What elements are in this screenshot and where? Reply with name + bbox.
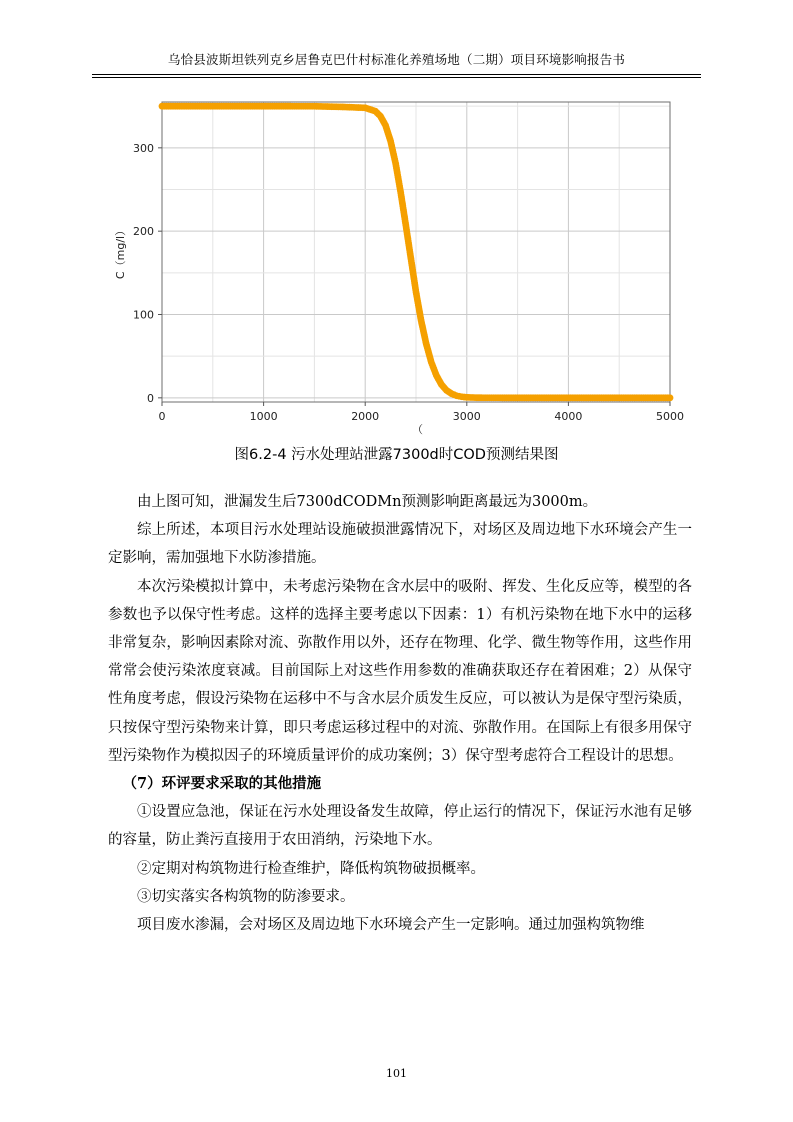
y-tick-label: 100 xyxy=(133,308,154,322)
section-subheading: （7）环评要求采取的其他措施 xyxy=(122,775,322,793)
header-rule xyxy=(92,74,701,78)
chart-grid xyxy=(162,102,670,402)
x-axis-label-fragment: （ xyxy=(412,423,423,436)
x-tick-label: 0 xyxy=(158,410,166,423)
paragraph: 项目废水渗漏，会对场区及周边地下水环境会产生一定影响。通过加强构筑物维 xyxy=(137,917,645,934)
axis-ticks xyxy=(133,142,684,423)
page-number: 101 xyxy=(386,1067,407,1080)
cod-concentration-chart xyxy=(104,98,684,438)
measure-item: ②定期对构筑物进行检查维护，降低构筑物破损概率。 xyxy=(137,860,485,877)
y-tick-label: 0 xyxy=(147,391,154,405)
x-tick-label: 3000 xyxy=(452,410,481,423)
y-tick-label: 200 xyxy=(133,225,154,239)
x-tick-label: 5000 xyxy=(656,410,684,423)
measure-item: ①设置应急池，保证在污水处理设备发生故障，停止运行的情况下，保证污水池有足够的容量，防止粪污直接用于农田消纳，污染地下水。 xyxy=(108,804,692,849)
figure-caption: 图6.2-4 污水处理站泄露7300d时COD预测结果图 xyxy=(234,447,559,463)
body-text xyxy=(108,488,692,939)
y-tick-label: 300 xyxy=(133,141,154,155)
y-axis-label: C（mg/l） xyxy=(114,224,127,280)
document-header: 乌恰县波斯坦铁列克乡居鲁克巴什村标准化养殖场地（二期）项目环境影响报告书 xyxy=(167,52,626,67)
paragraph: 本次污染模拟计算中，未考虑污染物在含水层中的吸附、挥发、生化反应等，模型的各参数也予以保守性考虑。这样的选择主要考虑以下因素：1）有机污染物在地下水中的运移非常复杂，影响因素除对流、弥散作用以外，还存在物理、化学、微生物等作用，这些作用常常会使污染浓度衰减。目前国际上对这些作用参数的准确获取还存在着困难；2）从保守性角度考虑，假设污染物在运移中不与含水层介质发生反应，可以被认为是保守型污染质，只按保守型污染物来计算，即只考虑运移过程中的对流、弥散作用。在国际上有很多用保守型污染物作为模拟因子的环境质量评价的成功案例；3）保守型考虑符合工程设计的思想。 xyxy=(108,578,692,764)
paragraph: 综上所述，本项目污水处理站设施破损泄露情况下，对场区及周边地下水环境会产生一定影响，需加强地下水防渗措施。 xyxy=(108,522,692,567)
x-tick-label: 1000 xyxy=(249,410,278,423)
x-tick-label: 4000 xyxy=(554,410,583,423)
paragraph: 由上图可知，泄漏发生后7300dCODMn预测影响距离最远为3000m。 xyxy=(137,494,598,510)
measure-item: ③切实落实各构筑物的防渗要求。 xyxy=(137,888,355,905)
data-point xyxy=(667,394,674,401)
x-tick-label: 2000 xyxy=(351,410,380,423)
